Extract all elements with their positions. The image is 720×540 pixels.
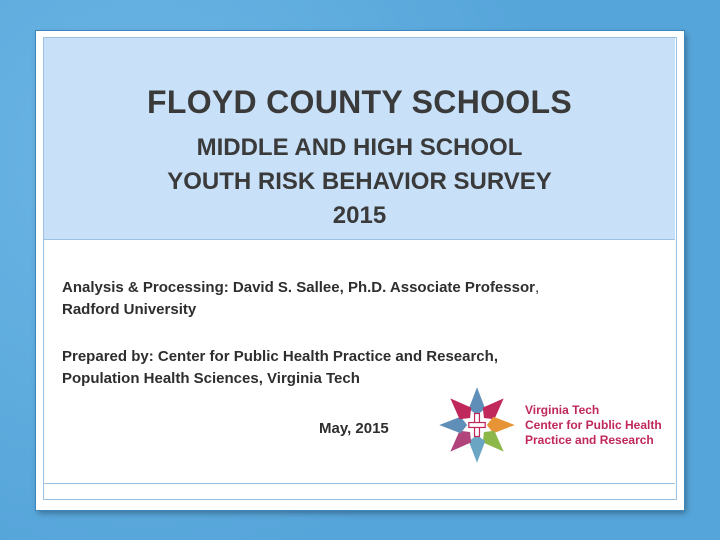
logo-line-2: Center for Public Health (525, 418, 662, 432)
logo-line-3: Practice and Research (525, 433, 654, 447)
subtitle-line-3: 2015 (332, 202, 387, 229)
slide-title: FLOYD COUNTY SCHOOLS (147, 84, 572, 120)
title-band (44, 38, 675, 240)
logo-petal (439, 417, 467, 433)
subtitle-line-2: YOUTH RISK BEHAVIOR SURVEY (167, 168, 552, 195)
logo-petal (469, 387, 485, 415)
logo-line-1: Virginia Tech (525, 403, 600, 417)
prepared-by-credit (62, 346, 622, 390)
prepared-by-line-1: Prepared by: Center for Public Health Practice and Research, (62, 348, 498, 365)
analysis-credit-comma: , (534, 279, 540, 296)
analysis-credit-main: Analysis & Processing: David S. Sallee, Ph.D. Associate Professor (62, 279, 535, 296)
bottom-divider (44, 483, 675, 484)
analysis-credit-institution: Radford University (62, 301, 197, 318)
slide (36, 31, 684, 510)
logo-petal (469, 435, 485, 463)
subtitle-line-1: MIDDLE AND HIGH SCHOOL (196, 134, 523, 161)
analysis-credit (62, 277, 652, 321)
prepared-by-line-2: Population Health Sciences, Virginia Tech (62, 370, 360, 387)
logo-organization-text (525, 403, 662, 448)
logo-petal (487, 417, 515, 433)
vt-center-star-logo-icon (436, 384, 518, 466)
presentation-date: May, 2015 (319, 420, 389, 437)
slide-subtitle (44, 131, 675, 233)
